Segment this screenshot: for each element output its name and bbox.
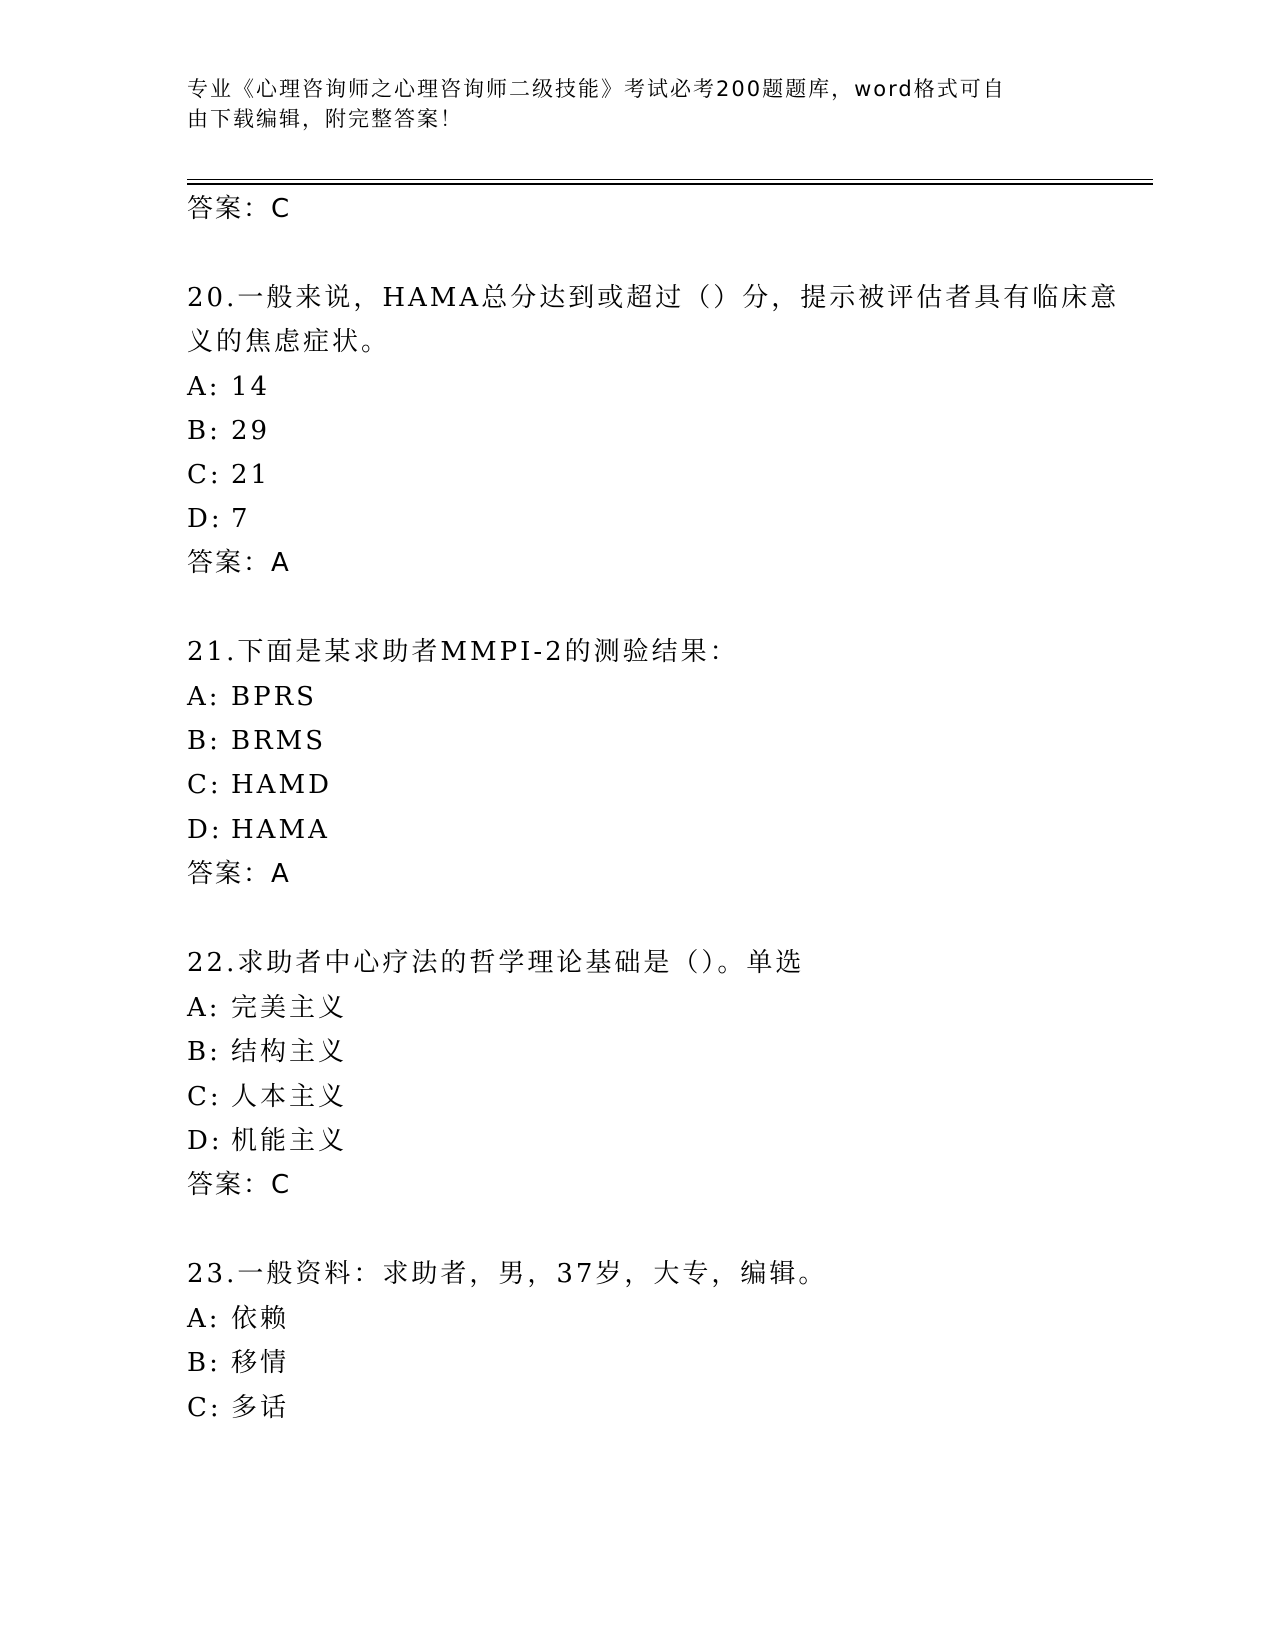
- previous-answer: 答案：C: [187, 194, 292, 224]
- question-20-stem-line-2: 义的焦虑症状。: [187, 327, 391, 357]
- question-21-option-c: C: HAMD: [187, 770, 332, 800]
- question-20-option-c: C: 21: [187, 460, 271, 490]
- question-22-option-b: B: 结构主义: [187, 1037, 348, 1067]
- question-22-option-a: A: 完美主义: [187, 993, 348, 1023]
- question-23-option-b: B: 移情: [187, 1348, 290, 1378]
- question-22-option-c: C: 人本主义: [187, 1082, 348, 1112]
- question-23-stem: 23.一般资料：求助者，男，37岁，大专，编辑。: [187, 1259, 828, 1289]
- question-21-option-a: A: BPRS: [187, 682, 317, 712]
- question-21-option-b: B: BRMS: [187, 726, 327, 756]
- header-rule-thin: [187, 179, 1153, 180]
- question-20-answer: 答案：A: [187, 548, 291, 578]
- question-22-answer: 答案：C: [187, 1170, 292, 1200]
- header-line-2: 由下载编辑，附完整答案！: [187, 107, 463, 131]
- header-line-1: 专业《心理咨询师之心理咨询师二级技能》考试必考200题题库，word格式可自: [187, 77, 1006, 101]
- question-22-option-d: D: 机能主义: [187, 1126, 348, 1156]
- question-23-option-c: C: 多话: [187, 1393, 290, 1423]
- question-22-stem: 22.求助者中心疗法的哲学理论基础是（）。单选: [187, 948, 805, 978]
- question-21-option-d: D: HAMA: [187, 815, 330, 845]
- question-20-option-d: D: 7: [187, 504, 251, 534]
- question-23-option-a: A: 依赖: [187, 1304, 290, 1334]
- question-20-stem-line-1: 20.一般来说，HAMA总分达到或超过（）分，提示被评估者具有临床意: [187, 283, 1120, 313]
- header-rule-thick: [187, 183, 1153, 185]
- question-21-stem: 21.下面是某求助者MMPI-2的测验结果：: [187, 637, 739, 667]
- document-header: [187, 74, 1087, 134]
- question-20-option-a: A: 14: [187, 372, 271, 402]
- question-21-answer: 答案：A: [187, 859, 291, 889]
- question-20-option-b: B: 29: [187, 416, 271, 446]
